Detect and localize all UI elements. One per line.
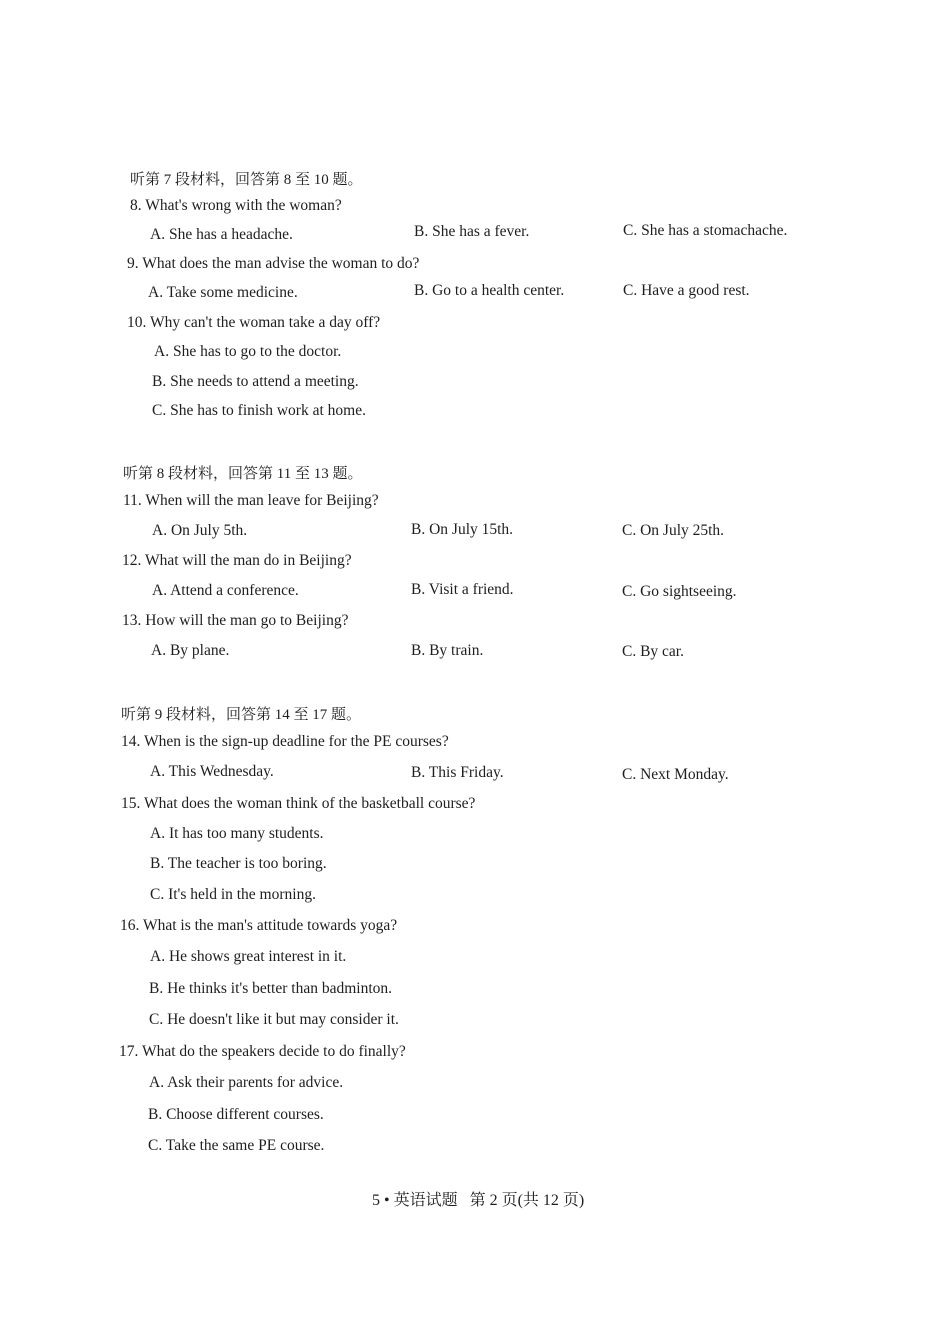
question-13-stem: 13. How will the man go to Beijing? [122,612,349,629]
question-11-option-b: B. On July 15th. [411,521,514,538]
question-15-option-c: C. It's held in the morning. [150,886,316,903]
question-17-option-c: C. Take the same PE course. [148,1137,325,1154]
question-17-stem: 17. What do the speakers decide to do finally? [119,1043,406,1060]
question-13-option-c: C. By car. [622,643,684,660]
question-10-option-b: B. She needs to attend a meeting. [152,373,359,390]
question-9-option-a: A. Take some medicine. [148,284,298,301]
question-15-stem: 15. What does the woman think of the basketball course? [121,795,476,812]
question-8-option-c: C. She has a stomachache. [623,222,788,239]
question-15-option-a: A. It has too many students. [150,825,324,842]
page-footer: 5 • 英语试题 第 2 页(共 12 页) [372,1192,585,1209]
question-12-option-a: A. Attend a conference. [152,582,299,599]
question-14-stem: 14. When is the sign-up deadline for the PE courses? [121,733,449,750]
section-heading-8: 听第 8 段材料，回答第 11 至 13 题。 [123,466,363,482]
question-16-option-b: B. He thinks it's better than badminton. [149,980,393,997]
question-13-option-a: A. By plane. [151,642,230,659]
section-heading-9: 听第 9 段材料，回答第 14 至 17 题。 [121,707,362,723]
question-11-option-c: C. On July 25th. [622,522,725,539]
question-8-stem: 8. What's wrong with the woman? [130,197,342,214]
question-11-option-a: A. On July 5th. [152,522,248,539]
question-10-option-a: A. She has to go to the doctor. [154,343,342,360]
question-17-option-a: A. Ask their parents for advice. [149,1074,344,1091]
question-11-stem: 11. When will the man leave for Beijing? [123,492,379,509]
question-16-option-c: C. He doesn't like it but may consider it. [149,1011,399,1028]
question-9-stem: 9. What does the man advise the woman to do? [127,255,420,272]
question-15-option-b: B. The teacher is too boring. [150,855,327,872]
question-13-option-b: B. By train. [411,642,484,659]
question-12-stem: 12. What will the man do in Beijing? [122,552,352,569]
question-17-option-b: B. Choose different courses. [148,1106,324,1123]
question-16-stem: 16. What is the man's attitude towards yoga? [120,917,398,934]
question-8-option-a: A. She has a headache. [150,226,293,243]
question-14-option-c: C. Next Monday. [622,766,729,783]
question-12-option-b: B. Visit a friend. [411,581,514,598]
question-9-option-b: B. Go to a health center. [414,282,565,299]
question-16-option-a: A. He shows great interest in it. [150,948,347,965]
question-10-stem: 10. Why can't the woman take a day off? [127,314,381,331]
question-8-option-b: B. She has a fever. [414,223,530,240]
question-14-option-b: B. This Friday. [411,764,504,781]
question-14-option-a: A. This Wednesday. [150,763,274,780]
question-9-option-c: C. Have a good rest. [623,282,750,299]
question-12-option-c: C. Go sightseeing. [622,583,737,600]
question-10-option-c: C. She has to finish work at home. [152,402,366,419]
section-heading-7: 听第 7 段材料，回答第 8 至 10 题。 [130,172,363,188]
